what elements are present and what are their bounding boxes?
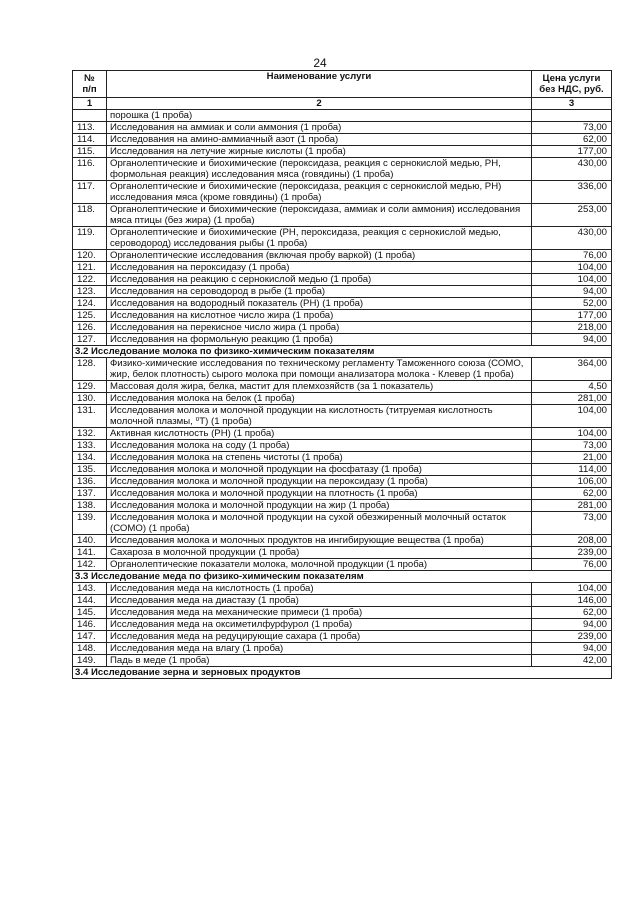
service-price: 239,00 [532, 631, 612, 643]
table-row [73, 512, 612, 535]
table-row [73, 322, 612, 334]
service-name: Исследования меда на редуцирующие сахара (1 проба) [107, 631, 532, 643]
service-price: 42,00 [532, 655, 612, 667]
table-row [73, 655, 612, 667]
service-name: Сахароза в молочной продукции (1 проба) [107, 547, 532, 559]
section-header-row [73, 346, 612, 358]
service-price: 364,00 [532, 358, 612, 381]
service-name: Исследования молока и молочной продукции на сухой обезжиренный молочный остаток (СОМО) (1 проба) [107, 512, 532, 535]
service-price: 104,00 [532, 405, 612, 428]
service-price: 62,00 [532, 488, 612, 500]
table-row [73, 464, 612, 476]
row-number: 133. [73, 440, 107, 452]
page-number: 24 [313, 56, 327, 70]
service-name: Органолептические и биохимические (пероксидаза, реакция с сернокислой медью, РН, формольная реакция) исследования мяса (говядины) (1 проба) [107, 158, 532, 181]
table-row [73, 146, 612, 158]
row-number: 115. [73, 146, 107, 158]
service-name: Исследования на кислотное число жира (1 проба) [107, 310, 532, 322]
row-number: 149. [73, 655, 107, 667]
table-row [73, 583, 612, 595]
table-row [73, 535, 612, 547]
service-price: 281,00 [532, 500, 612, 512]
row-number: 137. [73, 488, 107, 500]
row-number: 143. [73, 583, 107, 595]
row-number: 138. [73, 500, 107, 512]
section-title: 3.3 Исследование меда по физико-химическим показателям [73, 571, 612, 583]
service-price: 76,00 [532, 559, 612, 571]
row-number: 135. [73, 464, 107, 476]
row-number: 145. [73, 607, 107, 619]
row-number: 142. [73, 559, 107, 571]
service-price: 94,00 [532, 643, 612, 655]
service-name: Исследования на реакцию с сернокислой медью (1 проба) [107, 274, 532, 286]
col-number-2: 2 [107, 98, 532, 110]
table-row [73, 122, 612, 134]
service-price: 73,00 [532, 122, 612, 134]
service-name: Исследования молока и молочной продукции на фосфатазу (1 проба) [107, 464, 532, 476]
service-price [532, 110, 612, 122]
service-price: 177,00 [532, 310, 612, 322]
service-name: Исследования меда на механические примеси (1 проба) [107, 607, 532, 619]
table-row [73, 334, 612, 346]
service-price: 177,00 [532, 146, 612, 158]
table-row [73, 158, 612, 181]
table-row [73, 358, 612, 381]
table-row [73, 559, 612, 571]
row-number: 114. [73, 134, 107, 146]
row-number: 147. [73, 631, 107, 643]
row-number: 141. [73, 547, 107, 559]
service-price: 94,00 [532, 334, 612, 346]
row-number [73, 110, 107, 122]
table-row [73, 393, 612, 405]
table-row [73, 227, 612, 250]
service-price: 104,00 [532, 262, 612, 274]
section-header-row [73, 667, 612, 679]
service-name: Органолептические и биохимические (РН, пероксидаза, реакция с сернокислой медью, сероводород) исследования рыбы (1 проба) [107, 227, 532, 250]
table-row [73, 262, 612, 274]
service-name: Органолептические исследования (включая пробу варкой) (1 проба) [107, 250, 532, 262]
row-number: 139. [73, 512, 107, 535]
service-name: Исследования молока и молочной продукции на плотность (1 проба) [107, 488, 532, 500]
service-price: 239,00 [532, 547, 612, 559]
row-number: 148. [73, 643, 107, 655]
row-number: 119. [73, 227, 107, 250]
service-price: 76,00 [532, 250, 612, 262]
header-price: Цена услуги без НДС, руб. [532, 71, 612, 98]
row-number: 140. [73, 535, 107, 547]
service-price: 94,00 [532, 286, 612, 298]
table-row [73, 286, 612, 298]
col-number-1: 1 [73, 98, 107, 110]
table-row [73, 405, 612, 428]
column-number-row [73, 98, 612, 110]
service-price: 146,00 [532, 595, 612, 607]
service-name: Исследования молока и молочной продукции на пероксидазу (1 проба) [107, 476, 532, 488]
row-number: 121. [73, 262, 107, 274]
service-price: 114,00 [532, 464, 612, 476]
service-price: 73,00 [532, 512, 612, 535]
table-row [73, 381, 612, 393]
row-number: 136. [73, 476, 107, 488]
service-price: 73,00 [532, 440, 612, 452]
table-row [73, 428, 612, 440]
table-row [73, 619, 612, 631]
service-name: Исследования молока и молочной продукции на жир (1 проба) [107, 500, 532, 512]
service-name: Исследования меда на оксиметилфурфурол (1 проба) [107, 619, 532, 631]
service-price: 218,00 [532, 322, 612, 334]
table-row [73, 631, 612, 643]
service-price: 430,00 [532, 227, 612, 250]
table-row [73, 643, 612, 655]
service-name: Исследования молока на соду (1 проба) [107, 440, 532, 452]
service-name: Исследования на водородный показатель (РН) (1 проба) [107, 298, 532, 310]
row-number: 120. [73, 250, 107, 262]
row-number: 118. [73, 204, 107, 227]
service-price: 62,00 [532, 607, 612, 619]
row-number: 131. [73, 405, 107, 428]
price-table [72, 70, 612, 679]
service-name: Органолептические и биохимические (пероксидаза, реакция с сернокислой медью, РН) исследования мяса (кроме говядины) (1 проба) [107, 181, 532, 204]
section-title: 3.4 Исследование зерна и зерновых продуктов [73, 667, 612, 679]
row-number: 123. [73, 286, 107, 298]
table-row [73, 310, 612, 322]
table-row [73, 500, 612, 512]
table-row [73, 134, 612, 146]
row-number: 129. [73, 381, 107, 393]
service-name: Органолептические показатели молока, молочной продукции (1 проба) [107, 559, 532, 571]
service-name: Исследования молока на степень чистоты (1 проба) [107, 452, 532, 464]
service-name: порошка (1 проба) [107, 110, 532, 122]
service-price: 430,00 [532, 158, 612, 181]
table-row [73, 488, 612, 500]
service-price: 104,00 [532, 274, 612, 286]
service-price: 62,00 [532, 134, 612, 146]
row-number: 124. [73, 298, 107, 310]
table-header-row [73, 71, 612, 98]
row-number: 134. [73, 452, 107, 464]
table-row [73, 607, 612, 619]
service-name: Исследования на летучие жирные кислоты (1 проба) [107, 146, 532, 158]
service-name: Падь в меде (1 проба) [107, 655, 532, 667]
row-number: 126. [73, 322, 107, 334]
service-name: Исследования меда на диастазу (1 проба) [107, 595, 532, 607]
row-number: 128. [73, 358, 107, 381]
col-number-3: 3 [532, 98, 612, 110]
table-row [73, 452, 612, 464]
service-price: 104,00 [532, 428, 612, 440]
table-row [73, 547, 612, 559]
service-price: 4,50 [532, 381, 612, 393]
service-name: Массовая доля жира, белка, мастит для племхозяйств (за 1 показатель) [107, 381, 532, 393]
service-name: Органолептические и биохимические (пероксидаза, аммиак и соли аммония) исследования мяса птицы (без жира) (1 проба) [107, 204, 532, 227]
service-price: 336,00 [532, 181, 612, 204]
service-price: 94,00 [532, 619, 612, 631]
service-price: 208,00 [532, 535, 612, 547]
service-name: Исследования на амино-аммиачный азот (1 проба) [107, 134, 532, 146]
row-number: 127. [73, 334, 107, 346]
service-name: Исследования молока и молочных продуктов на ингибирующие вещества (1 проба) [107, 535, 532, 547]
service-name: Исследования на формольную реакцию (1 проба) [107, 334, 532, 346]
service-name: Исследования на сероводород в рыбе (1 проба) [107, 286, 532, 298]
service-price: 253,00 [532, 204, 612, 227]
service-price: 106,00 [532, 476, 612, 488]
row-number: 130. [73, 393, 107, 405]
service-price: 21,00 [532, 452, 612, 464]
row-number: 116. [73, 158, 107, 181]
table-row [73, 110, 612, 122]
service-name: Активная кислотность (РН) (1 проба) [107, 428, 532, 440]
row-number: 117. [73, 181, 107, 204]
table-row [73, 181, 612, 204]
table-row [73, 595, 612, 607]
row-number: 113. [73, 122, 107, 134]
row-number: 122. [73, 274, 107, 286]
table-row [73, 440, 612, 452]
table-row [73, 204, 612, 227]
row-number: 132. [73, 428, 107, 440]
service-name: Исследования меда на влагу (1 проба) [107, 643, 532, 655]
row-number: 146. [73, 619, 107, 631]
service-price: 52,00 [532, 298, 612, 310]
table-row [73, 250, 612, 262]
service-name: Физико-химические исследования по техническому регламенту Таможенного союза (СОМО, жир, белок плотность) сырого молока при помощи анализатора молока - Клевер (1 проба) [107, 358, 532, 381]
service-name: Исследования на пероксидазу (1 проба) [107, 262, 532, 274]
table-row [73, 298, 612, 310]
row-number: 125. [73, 310, 107, 322]
service-name: Исследования молока на белок (1 проба) [107, 393, 532, 405]
header-num: № п/п [73, 71, 107, 98]
section-title: 3.2 Исследование молока по физико-химическим показателям [73, 346, 612, 358]
service-name: Исследования молока и молочной продукции на кислотность (титруемая кислотность молочной плазмы, ⁰Т) (1 проба) [107, 405, 532, 428]
service-price: 281,00 [532, 393, 612, 405]
row-number: 144. [73, 595, 107, 607]
table-row [73, 476, 612, 488]
header-name: Наименование услуги [107, 71, 532, 98]
table-row [73, 274, 612, 286]
service-name: Исследования на аммиак и соли аммония (1 проба) [107, 122, 532, 134]
table-body [73, 110, 612, 679]
service-name: Исследования меда на кислотность (1 проба) [107, 583, 532, 595]
service-name: Исследования на перекисное число жира (1 проба) [107, 322, 532, 334]
section-header-row [73, 571, 612, 583]
service-price: 104,00 [532, 583, 612, 595]
